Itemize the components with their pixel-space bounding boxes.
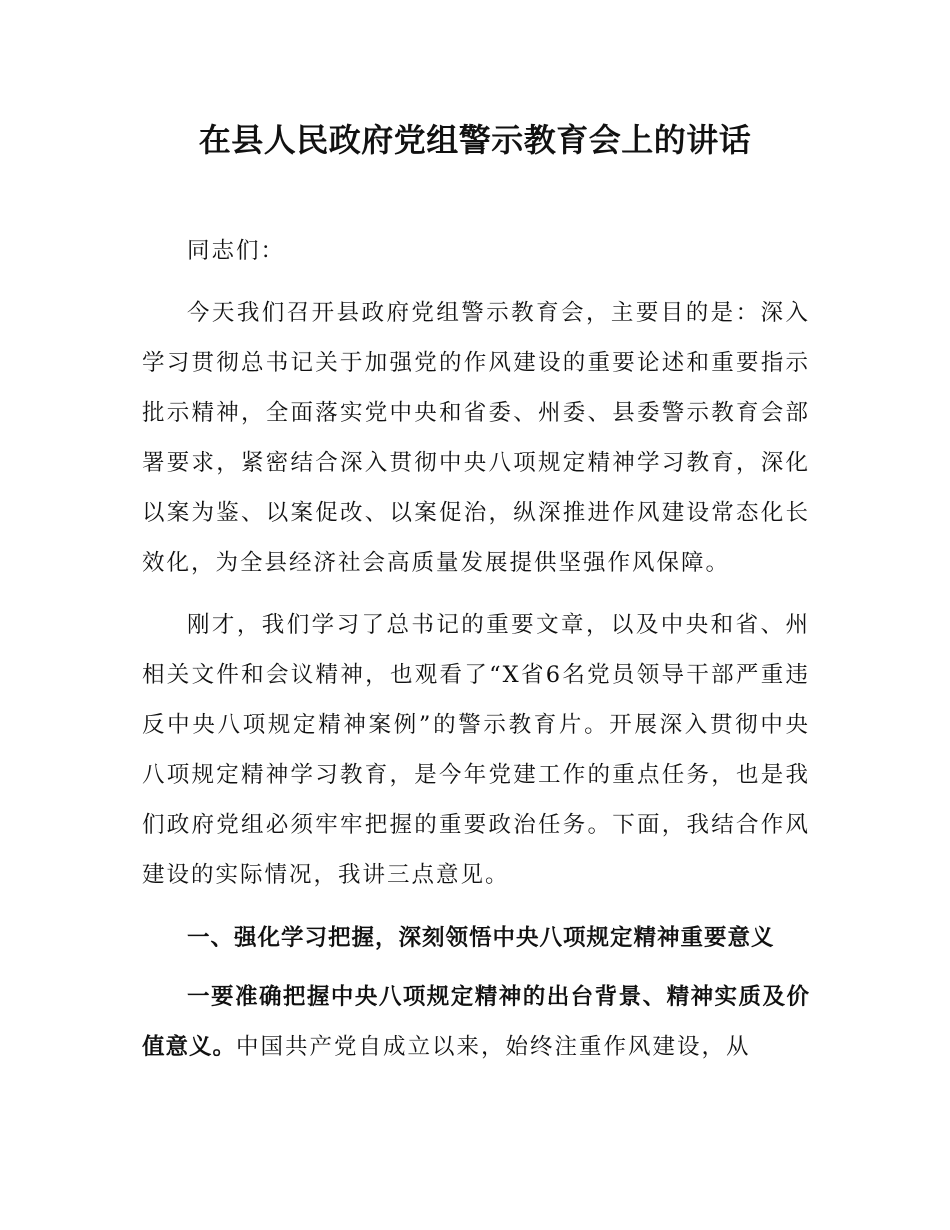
document-body: [142, 226, 810, 1072]
paragraph-2: 刚才，我们学习了总书记的重要文章，以及中央和省、州相关文件和会议精神，也观看了“X省6名党员领导干部严重违反中央八项规定精神案例”的警示教育片。开展深入贯彻中央八项规定精神学习教育，是今年党建工作的重点任务，也是我们政府党组必须牢牢把握的重要政治任务。下面，我结合作风建设的实际情况，我讲三点意见。: [142, 612, 810, 888]
salutation: 同志们：: [187, 238, 286, 264]
document-title: 在县人民政府党组警示教育会上的讲话: [198, 121, 752, 159]
paragraph-1: 今天我们召开县政府党组警示教育会，主要目的是：深入学习贯彻总书记关于加强党的作风建设的重要论述和重要指示批示精神，全面落实党中央和省委、州委、县委警示教育会部署要求，紧密结合深入贯彻中央八项规定精神学习教育，深化以案为鉴、以案促改、以案促治，纵深推进作风建设常态化长效化，为全县经济社会高质量发展提供坚强作风保障。: [142, 300, 810, 576]
paragraph-3-text: 中国共产党自成立以来，始终注重作风建设，从: [236, 1034, 751, 1060]
paragraph-3-lead: 一要准确把握中央八项规定精神的出台背景、精神实质及价值意义。: [142, 984, 810, 1060]
section-heading-1: 一、强化学习把握，深刻领悟中央八项规定精神重要意义: [187, 925, 775, 951]
paragraph-3: [142, 972, 810, 1072]
